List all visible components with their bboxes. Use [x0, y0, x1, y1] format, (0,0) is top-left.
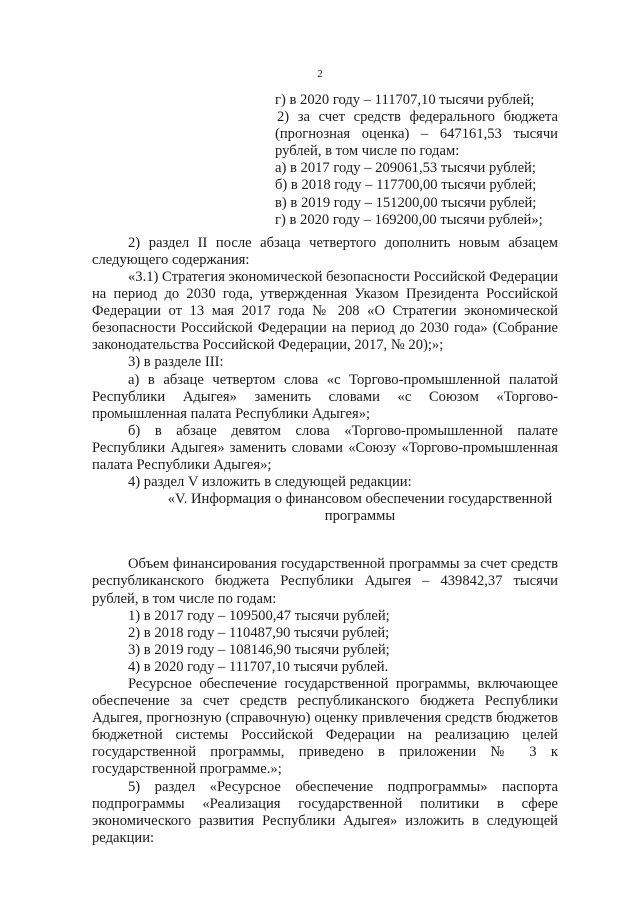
- right-block-line: в) в 2019 году – 151200,00 тысячи рублей;: [275, 194, 537, 211]
- page-number: 2: [317, 68, 323, 80]
- right-block-paragraph: 2) за счет средств федерального бюджета (прогнозная оценка) – 647161,53 тысячи рублей, в том числе по годам:: [275, 109, 558, 160]
- right-block-line: а) в 2017 году – 209061,53 тысячи рублей;: [275, 160, 536, 177]
- right-block-line: б) в 2018 году – 117700,00 тысячи рублей;: [275, 177, 537, 194]
- item-5-paragraph: 5) раздел «Ресурсное обеспечение подпрограммы» паспорта подпрограммы «Реализация государственной политики в сфере экономического развития Республики Адыгея» изложить в следующей редакции:: [92, 778, 558, 846]
- item-3b-paragraph: б) в абзаце девятом слова «Торгово-промышленной палате Республики Адыгея» заменить словами «Союзу «Торгово-промышленная палата Республики Адыгея»;: [92, 422, 558, 473]
- strategy-quote-paragraph: «3.1) Стратегия экономической безопасности Российской Федерации на период до 2030 года, утвержденная Указом Президента Российской Федерации от 13 мая 2017 года № 208 «О Стратегии экономической безопасности Российской Федерации на период до 2030 года» (Собрание законодательства Российской Федерации, 2017, № 20);»;: [92, 268, 559, 354]
- item-4-paragraph: 4) раздел V изложить в следующей редакции:: [128, 474, 412, 491]
- financing-year-line: 2) в 2018 году – 110487,90 тысячи рублей;: [128, 624, 390, 641]
- item-3-paragraph: 3) в разделе III:: [128, 354, 224, 371]
- financing-year-line: 3) в 2019 году – 108146,90 тысячи рублей;: [128, 641, 390, 658]
- financing-year-line: 4) в 2020 году – 111707,10 тысячи рублей.: [128, 658, 389, 675]
- federal-budget-block: [275, 92, 558, 229]
- financing-volume-paragraph: Объем финансирования государственной программы за счет средств республиканского бюджета Республики Адыгея – 439842,37 тысячи рублей, в том числе по годам:: [92, 556, 558, 607]
- document-body: [92, 92, 558, 847]
- item-3a-paragraph: а) в абзаце четвертом слова «с Торгово-промышленной палатой Республики Адыгея» заменить словами «с Союзом «Торгово-промышленная палата Республики Адыгея»;: [92, 371, 558, 422]
- right-block-line: г) в 2020 году – 111707,10 тысячи рублей;: [275, 92, 535, 108]
- resource-provision-paragraph: Ресурсное обеспечение государственной программы, включающее обеспечение за счет средств республиканского бюджета Республики Адыгея, прогнозную (справочную) оценку привлечения средств бюджетов бюджетной системы Российской Федерации на реализацию целей государственной программы, приведено в приложении № 3 к государственной программе.»;: [92, 676, 558, 778]
- item-2-paragraph: 2) раздел II после абзаца четвертого дополнить новым абзацем следующего содержания:: [92, 234, 558, 268]
- financing-year-line: 1) в 2017 году – 109500,47 тысячи рублей;: [128, 607, 390, 624]
- right-block-line: г) в 2020 году – 169200,00 тысячи рублей»;: [275, 211, 543, 228]
- section-v-heading: «V. Информация о финансовом обеспечении государственной программы: [167, 491, 553, 525]
